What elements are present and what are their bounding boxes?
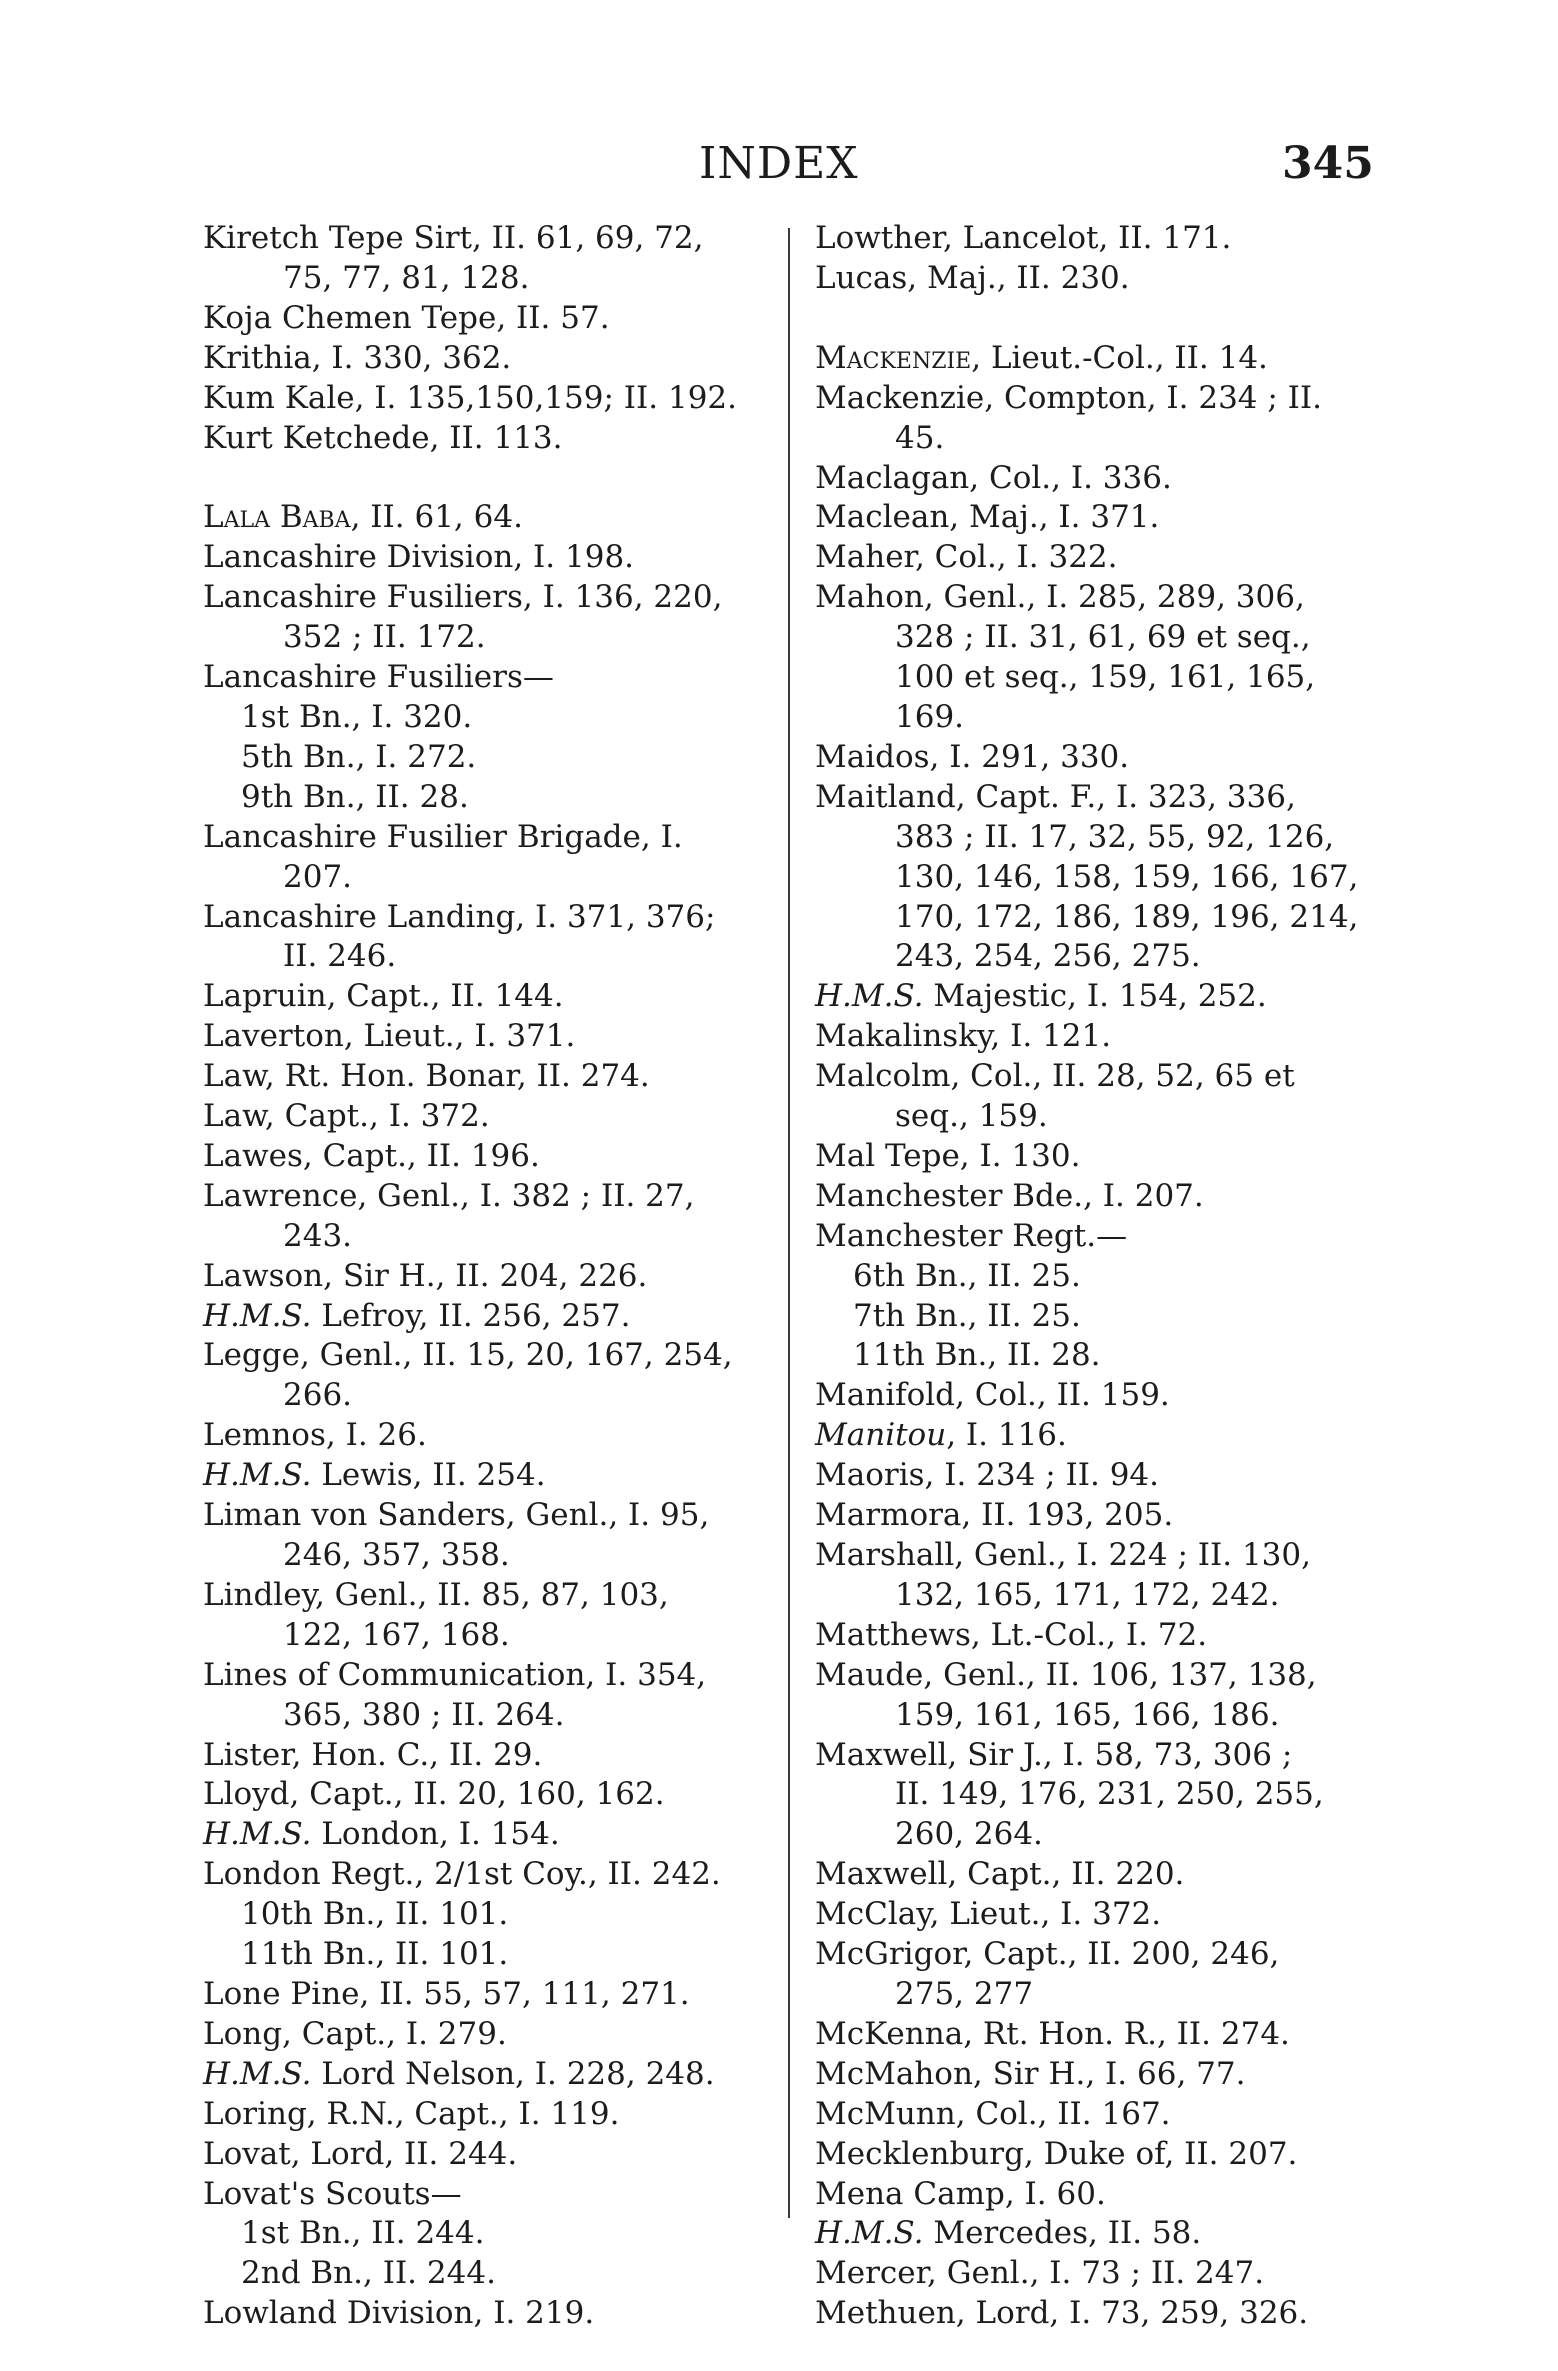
entry-text: Laverton, Lieut., I. 371. (203, 1018, 576, 1055)
entry-text: Legge, Genl., II. 15, 20, 167, 254, (203, 1337, 733, 1374)
entry-text: , II. 61, 64. (350, 499, 523, 536)
index-entry (203, 339, 788, 379)
index-entry-continuation (815, 898, 1375, 938)
index-entry-continuation (815, 698, 1375, 738)
entry-text: Marshall, Genl., I. 224 ; II. 130, (815, 1537, 1311, 1573)
index-entry (815, 778, 1375, 818)
entry-text: Lapruin, Capt., II. 144. (203, 978, 564, 1015)
section-gap (203, 458, 788, 498)
entry-text: 266. (283, 1377, 353, 1414)
index-entry-continuation (815, 858, 1375, 898)
entry-italic-prefix: Manitou (815, 1417, 947, 1454)
index-entry (815, 1057, 1375, 1097)
entry-text: 246, 357, 358. (283, 1537, 510, 1573)
index-entry (203, 1416, 788, 1456)
entry-text: McMunn, Col., II. 167. (815, 2095, 1171, 2132)
entry-text: Lancashire Landing, I. 371, 376; (203, 898, 716, 935)
entry-text: Maidos, I. 291, 330. (815, 738, 1130, 775)
entry-text: 207. (283, 858, 353, 895)
page-header (0, 138, 1558, 198)
index-column-right (815, 219, 1375, 2334)
entry-text: Maclagan, Col., I. 336. (815, 459, 1172, 496)
index-entry (815, 1935, 1375, 1975)
index-entry (203, 1855, 788, 1895)
entry-text: Mercedes, II. 58. (923, 2215, 1202, 2252)
entry-text: Lawes, Capt., II. 196. (203, 1137, 540, 1174)
entry-smallcaps-heading: Lala Baba (203, 499, 351, 536)
index-entry (815, 2135, 1375, 2175)
index-entry (815, 1616, 1375, 1656)
entry-text: Koja Chemen Tepe, II. 57. (203, 299, 610, 336)
index-subentry (815, 1336, 1375, 1376)
entry-text: Manifold, Col., II. 159. (815, 1377, 1170, 1414)
entry-italic-prefix: H.M.S. (203, 1457, 312, 1494)
entry-text: II. 149, 176, 231, 250, 255, (895, 1776, 1324, 1813)
index-entry (203, 538, 788, 578)
entry-text: Lowther, Lancelot, II. 171. (815, 220, 1232, 256)
entry-text: Maxwell, Sir J., I. 58, 73, 306 ; (815, 1736, 1293, 1773)
entry-text: II. 246. (283, 938, 397, 975)
entry-text: Lawrence, Genl., I. 382 ; II. 27, (203, 1177, 695, 1214)
entry-text: McKenna, Rt. Hon. R., II. 274. (815, 2015, 1290, 2052)
index-entry-continuation (815, 818, 1375, 858)
index-subentry (203, 698, 788, 738)
entry-text: 9th Bn., II. 28. (241, 778, 469, 815)
entry-text: 7th Bn., II. 25. (853, 1297, 1081, 1334)
index-entry (203, 1576, 788, 1616)
entry-text: Lister, Hon. C., II. 29. (203, 1736, 543, 1773)
index-entry (815, 578, 1375, 618)
entry-text: Lucas, Maj., II. 230. (815, 259, 1130, 296)
index-entry-continuation (203, 1536, 788, 1576)
index-entry (203, 578, 788, 618)
entry-text: 10th Bn., II. 101. (241, 1896, 509, 1933)
entry-text: Manchester Bde., I. 207. (815, 1177, 1204, 1214)
entry-text: Lines of Communication, I. 354, (203, 1656, 707, 1693)
entry-text: 100 et seq., 159, 161, 165, (895, 659, 1316, 696)
entry-text: Lloyd, Capt., II. 20, 160, 162. (203, 1776, 665, 1813)
entry-text: Lovat's Scouts— (203, 2175, 462, 2212)
entry-text: Marmora, II. 193, 205. (815, 1497, 1174, 1534)
entry-italic-prefix: H.M.S. (203, 2055, 312, 2092)
index-column-left (203, 219, 788, 2334)
entry-text: Methuen, Lord, I. 73, 259, 326. (815, 2295, 1309, 2332)
index-entry (203, 2095, 788, 2135)
index-entry (203, 1656, 788, 1696)
index-subentry (203, 2254, 788, 2294)
entry-text: 260, 264. (895, 1816, 1043, 1853)
section-gap (815, 299, 1375, 339)
index-entry (203, 1975, 788, 2015)
index-entry-continuation (815, 618, 1375, 658)
index-entry (815, 2254, 1375, 2294)
entry-text: Mena Camp, I. 60. (815, 2175, 1106, 2212)
index-entry (815, 1855, 1375, 1895)
entry-italic-prefix: H.M.S. (203, 1297, 312, 1334)
entry-text: Lancashire Fusiliers, I. 136, 220, (203, 579, 723, 616)
entry-text: Liman von Sanders, Genl., I. 95, (203, 1497, 710, 1534)
index-entry (203, 1017, 788, 1057)
index-entry (815, 1736, 1375, 1776)
entry-text: Lovat, Lord, II. 244. (203, 2135, 518, 2172)
index-entry (203, 1496, 788, 1536)
index-entry (815, 1656, 1375, 1696)
entry-text: 75, 77, 81, 128. (283, 259, 530, 296)
entry-text: 275, 277 (895, 1975, 1034, 2012)
entry-text: Lancashire Fusiliers— (203, 659, 554, 696)
entry-text: 365, 380 ; II. 264. (283, 1696, 565, 1733)
entry-text: Lancashire Fusilier Brigade, I. (203, 818, 683, 855)
index-entry-continuation (815, 1815, 1375, 1855)
index-entry (203, 2055, 788, 2095)
entry-text: Mackenzie, Compton, I. 234 ; II. (815, 379, 1323, 416)
entry-text: 243, 254, 256, 275. (895, 938, 1201, 975)
index-entry (815, 1376, 1375, 1416)
entry-text: 6th Bn., II. 25. (853, 1257, 1081, 1294)
index-entry (203, 658, 788, 698)
entry-text: Maoris, I. 234 ; II. 94. (815, 1457, 1160, 1494)
entry-text: Lewis, II. 254. (311, 1457, 546, 1494)
entry-text: 243. (283, 1217, 353, 1254)
index-entry (815, 2055, 1375, 2095)
index-entry (203, 1057, 788, 1097)
entry-text: Mal Tepe, I. 130. (815, 1137, 1081, 1174)
index-entry-continuation (815, 1576, 1375, 1616)
index-entry-continuation (203, 1616, 788, 1656)
entry-text: Law, Capt., I. 372. (203, 1098, 490, 1135)
entry-text: Majestic, I. 154, 252. (923, 978, 1267, 1015)
index-entry (203, 818, 788, 858)
index-entry (203, 1137, 788, 1177)
index-entry (815, 2294, 1375, 2334)
index-entry (203, 1097, 788, 1137)
entry-text: Lancashire Division, I. 198. (203, 539, 635, 576)
page-title: INDEX (699, 138, 859, 189)
entry-text: 2nd Bn., II. 244. (241, 2255, 496, 2292)
entry-text: Mercer, Genl., I. 73 ; II. 247. (815, 2255, 1265, 2292)
entry-italic-prefix: H.M.S. (815, 978, 924, 1015)
index-entry (815, 2214, 1375, 2254)
index-entry (815, 1456, 1375, 1496)
index-subentry (203, 778, 788, 818)
index-entry-continuation (203, 1696, 788, 1736)
entry-text: Kurt Ketchede, II. 113. (203, 419, 563, 456)
entry-text: Loring, R.N., Capt., I. 119. (203, 2095, 620, 2132)
index-entry-continuation (815, 1696, 1375, 1736)
entry-text: Matthews, Lt.-Col., I. 72. (815, 1616, 1208, 1653)
entry-text: Lowland Division, I. 219. (203, 2295, 595, 2332)
index-entry (815, 2175, 1375, 2215)
index-entry (203, 498, 788, 538)
entry-text: Lindley, Genl., II. 85, 87, 103, (203, 1576, 669, 1613)
index-entry (815, 219, 1375, 259)
entry-text: McClay, Lieut., I. 372. (815, 1896, 1162, 1933)
entry-text: Long, Capt., I. 279. (203, 2015, 507, 2052)
entry-text: 328 ; II. 31, 61, 69 et seq., (895, 619, 1311, 656)
entry-text: Malcolm, Col., II. 28, 52, 65 et (815, 1058, 1295, 1095)
index-entry (815, 1416, 1375, 1456)
index-entry-continuation (203, 858, 788, 898)
index-entry (203, 419, 788, 459)
index-subentry (815, 1257, 1375, 1297)
entry-text: 122, 167, 168. (283, 1616, 510, 1653)
index-entry (815, 259, 1375, 299)
entry-smallcaps-heading: Mackenzie (815, 339, 972, 376)
entry-text: Lemnos, I. 26. (203, 1417, 427, 1454)
entry-text: McMahon, Sir H., I. 66, 77. (815, 2055, 1246, 2092)
entry-text: Maitland, Capt. F., I. 323, 336, (815, 778, 1296, 815)
entry-text: McGrigor, Capt., II. 200, 246, (815, 1936, 1280, 1973)
entry-text: 170, 172, 186, 189, 196, 214, (895, 898, 1359, 935)
index-subentry (815, 1297, 1375, 1337)
index-entry (203, 219, 788, 259)
index-subentry (203, 1935, 788, 1975)
entry-text: Kiretch Tepe Sirt, II. 61, 69, 72, (203, 220, 704, 256)
index-entry-continuation (815, 1775, 1375, 1815)
index-subentry (203, 738, 788, 778)
index-entry (815, 538, 1375, 578)
entry-text: 1st Bn., II. 244. (241, 2215, 485, 2252)
entry-text: seq., 159. (895, 1098, 1048, 1135)
index-entry-continuation (815, 419, 1375, 459)
entry-text: 132, 165, 171, 172, 242. (895, 1576, 1280, 1613)
index-entry (203, 1456, 788, 1496)
entry-text: Mahon, Genl., I. 285, 289, 306, (815, 579, 1305, 616)
index-entry-continuation (203, 937, 788, 977)
index-entry-continuation (203, 1376, 788, 1416)
index-subentry (203, 2214, 788, 2254)
index-entry (815, 1017, 1375, 1057)
entry-italic-prefix: H.M.S. (815, 2215, 924, 2252)
index-entry (203, 1257, 788, 1297)
index-entry (203, 2015, 788, 2055)
entry-text: Maher, Col., I. 322. (815, 539, 1118, 576)
entry-text: Lefroy, II. 256, 257. (311, 1297, 631, 1334)
index-entry (203, 1775, 788, 1815)
index-entry (815, 379, 1375, 419)
entry-text: Maude, Genl., II. 106, 137, 138, (815, 1656, 1317, 1693)
entry-text: 11th Bn., II. 28. (853, 1337, 1101, 1374)
entry-text: Maclean, Maj., I. 371. (815, 499, 1160, 536)
index-entry-continuation (815, 1097, 1375, 1137)
index-entry (815, 1217, 1375, 1257)
entry-text: Maxwell, Capt., II. 220. (815, 1856, 1185, 1893)
index-entry-continuation (815, 1975, 1375, 2015)
entry-text: 1st Bn., I. 320. (241, 698, 473, 735)
entry-text: London, I. 154. (311, 1816, 560, 1853)
index-entry (815, 2095, 1375, 2135)
index-entry (203, 2175, 788, 2215)
index-entry (815, 1895, 1375, 1935)
entry-text: London Regt., 2/1st Coy., II. 242. (203, 1856, 721, 1893)
entry-text: 352 ; II. 172. (283, 619, 486, 656)
entry-text: 383 ; II. 17, 32, 55, 92, 126, (895, 818, 1335, 855)
entry-text: 169. (895, 698, 965, 735)
index-entry (815, 1496, 1375, 1536)
index-entry (203, 1297, 788, 1337)
index-entry (203, 977, 788, 1017)
index-entry (203, 898, 788, 938)
index-entry (815, 1536, 1375, 1576)
index-entry (203, 1815, 788, 1855)
index-entry (815, 2015, 1375, 2055)
index-entry (203, 1736, 788, 1776)
entry-text: , I. 116. (946, 1417, 1067, 1454)
entry-text: Lord Nelson, I. 228, 248. (311, 2055, 715, 2092)
entry-text: Law, Rt. Hon. Bonar, II. 274. (203, 1058, 650, 1095)
entry-text: 5th Bn., I. 272. (241, 738, 477, 775)
index-entry (203, 2294, 788, 2334)
entry-text: , Lieut.-Col., II. 14. (971, 339, 1268, 376)
entry-text: 11th Bn., II. 101. (241, 1936, 509, 1973)
index-entry-continuation (203, 1217, 788, 1257)
index-entry (815, 1177, 1375, 1217)
entry-text: 130, 146, 158, 159, 166, 167, (895, 858, 1359, 895)
index-entry (815, 339, 1375, 379)
index-entry-continuation (203, 618, 788, 658)
index-entry (203, 379, 788, 419)
index-entry (815, 1137, 1375, 1177)
page-number: 345 (1282, 138, 1374, 189)
entry-text: Lawson, Sir H., II. 204, 226. (203, 1257, 648, 1294)
index-entry (815, 459, 1375, 499)
entry-text: Manchester Regt.— (815, 1217, 1128, 1254)
entry-text: 159, 161, 165, 166, 186. (895, 1696, 1280, 1733)
entry-italic-prefix: H.M.S. (203, 1816, 312, 1853)
index-entry (203, 299, 788, 339)
index-entry (203, 1336, 788, 1376)
index-entry-continuation (203, 259, 788, 299)
index-entry (203, 1177, 788, 1217)
entry-text: 45. (895, 419, 945, 456)
index-entry (815, 498, 1375, 538)
index-entry (203, 2135, 788, 2175)
index-entry-continuation (815, 658, 1375, 698)
index-entry (815, 977, 1375, 1017)
entry-text: Kum Kale, I. 135,150,159; II. 192. (203, 379, 737, 416)
index-entry-continuation (815, 937, 1375, 977)
index-subentry (203, 1895, 788, 1935)
entry-text: Makalinsky, I. 121. (815, 1018, 1112, 1055)
index-entry (815, 738, 1375, 778)
entry-text: Lone Pine, II. 55, 57, 111, 271. (203, 1975, 690, 2012)
entry-text: Mecklenburg, Duke of, II. 207. (815, 2135, 1298, 2172)
column-divider (788, 228, 790, 2218)
entry-text: Krithia, I. 330, 362. (203, 339, 512, 376)
